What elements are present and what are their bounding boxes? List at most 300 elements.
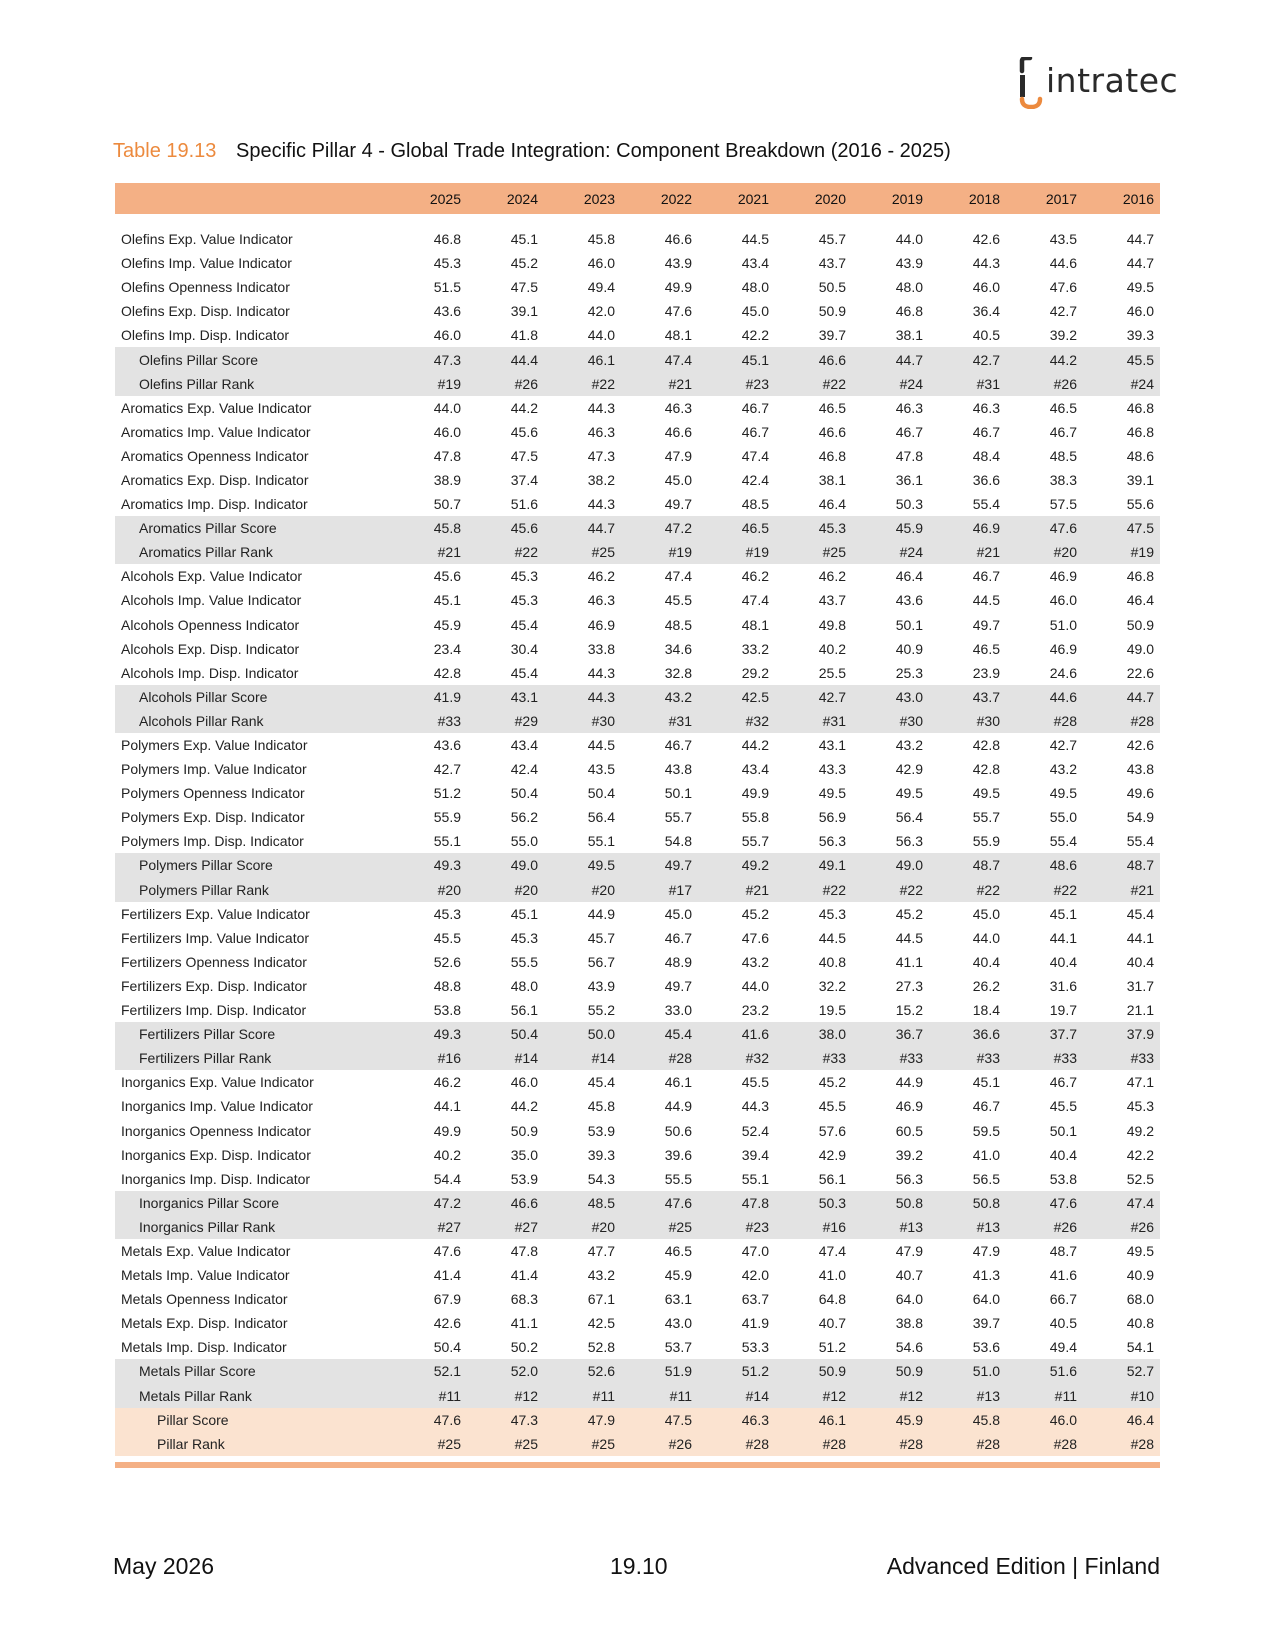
table-cell: 50.9 — [510, 1122, 538, 1139]
table-cell: 44.1 — [1126, 929, 1154, 946]
table-cell: 56.3 — [895, 833, 923, 850]
table-cell: 40.4 — [972, 953, 1000, 970]
table-cell: 24.6 — [1049, 664, 1077, 681]
table-cell: 43.4 — [741, 255, 769, 272]
row-label: Polymers Imp. Disp. Indicator — [121, 833, 304, 850]
table-cell: 54.1 — [1126, 1339, 1154, 1356]
table-cell: 55.9 — [433, 809, 461, 826]
table-cell: 49.3 — [433, 857, 461, 874]
table-row-score — [115, 1022, 1160, 1046]
table-cell: 45.1 — [510, 905, 538, 922]
table-cell: 44.5 — [972, 592, 1000, 609]
table-cell: 46.7 — [1049, 1074, 1077, 1091]
table-cell: #21 — [1130, 881, 1154, 898]
table-cell: 45.0 — [972, 905, 1000, 922]
table-cell: #25 — [437, 1435, 461, 1452]
row-label: Metals Pillar Score — [139, 1363, 256, 1380]
table-cell: 39.7 — [818, 327, 846, 344]
table-cell: 51.2 — [741, 1363, 769, 1380]
table-cell: 45.6 — [433, 568, 461, 585]
table-cell: #26 — [1130, 1218, 1154, 1235]
table-cell: 44.7 — [587, 520, 615, 537]
table-cell: 50.0 — [587, 1026, 615, 1043]
table-cell: 48.6 — [1049, 857, 1077, 874]
table-cell: #22 — [822, 375, 846, 392]
table-cell: 51.6 — [1049, 1363, 1077, 1380]
table-cell: 44.3 — [587, 496, 615, 513]
table-cell: #20 — [591, 1218, 615, 1235]
table-row-score — [115, 685, 1160, 709]
table-cell: 57.6 — [818, 1122, 846, 1139]
table-cell: 46.4 — [895, 568, 923, 585]
column-header-2021: 2021 — [737, 190, 769, 207]
table-row — [115, 396, 1160, 420]
table-cell: 53.9 — [587, 1122, 615, 1139]
table-cell: 52.4 — [741, 1122, 769, 1139]
table-cell: 47.4 — [664, 351, 692, 368]
table-cell: 42.8 — [433, 664, 461, 681]
table-cell: 42.0 — [741, 1267, 769, 1284]
table-cell: 43.4 — [741, 761, 769, 778]
row-label: Olefins Imp. Value Indicator — [121, 255, 292, 272]
table-cell: 55.0 — [510, 833, 538, 850]
table-cell: 44.7 — [1126, 231, 1154, 248]
footer-date: May 2026 — [113, 1553, 215, 1579]
table-cell: 45.6 — [510, 423, 538, 440]
table-cell: 45.3 — [1126, 1098, 1154, 1115]
table-cell: 37.7 — [1049, 1026, 1077, 1043]
table-cell: 35.0 — [510, 1146, 538, 1163]
table-cell: 47.6 — [1049, 1194, 1077, 1211]
table-bottom-rule — [115, 1462, 1160, 1468]
footer-edition: Advanced Edition | Finland — [886, 1553, 1160, 1579]
table-cell: 54.3 — [587, 1170, 615, 1187]
table-row-rank — [115, 1046, 1160, 1070]
table-cell: 45.9 — [895, 520, 923, 537]
table-cell: 46.0 — [433, 327, 461, 344]
table-cell: 47.7 — [587, 1242, 615, 1259]
table-cell: 51.2 — [433, 785, 461, 802]
table-cell: 39.2 — [1049, 327, 1077, 344]
table-cell: 55.5 — [664, 1170, 692, 1187]
table-cell: 56.4 — [895, 809, 923, 826]
table-cell: 45.5 — [1049, 1098, 1077, 1115]
table-cell: 53.7 — [664, 1339, 692, 1356]
table-cell: 47.8 — [895, 447, 923, 464]
table-cell: 52.0 — [510, 1363, 538, 1380]
table-cell: 44.3 — [587, 399, 615, 416]
table-cell: 48.5 — [1049, 447, 1077, 464]
row-label: Fertilizers Pillar Score — [139, 1026, 276, 1043]
table-cell: 47.5 — [510, 447, 538, 464]
table-cell: #11 — [592, 1387, 615, 1404]
table-row — [115, 1311, 1160, 1335]
table-row — [115, 275, 1160, 299]
table-row — [115, 1118, 1160, 1142]
table-cell: 50.1 — [895, 616, 923, 633]
table-cell: 49.4 — [1049, 1339, 1077, 1356]
column-header-2018: 2018 — [968, 190, 1000, 207]
table-cell: #26 — [668, 1435, 692, 1452]
table-cell: 44.2 — [1049, 351, 1077, 368]
footer-page-number: 19.10 — [610, 1553, 668, 1579]
table-cell: 29.2 — [741, 664, 769, 681]
table-cell: 23.2 — [741, 1002, 769, 1019]
table-cell: #25 — [668, 1218, 692, 1235]
table-cell: 46.3 — [895, 399, 923, 416]
table-cell: 46.0 — [587, 255, 615, 272]
table-row-rank — [115, 540, 1160, 564]
table-cell: 49.0 — [1126, 640, 1154, 657]
table-cell: 40.4 — [1049, 1146, 1077, 1163]
table-cell: 41.4 — [433, 1267, 461, 1284]
table-cell: #23 — [745, 375, 769, 392]
table-cell: 45.2 — [741, 905, 769, 922]
table-cell: 23.4 — [433, 640, 461, 657]
table-cell: 49.3 — [433, 1026, 461, 1043]
table-cell: #28 — [745, 1435, 769, 1452]
table-cell: 45.4 — [510, 616, 538, 633]
table-cell: 46.6 — [664, 423, 692, 440]
table-row — [115, 902, 1160, 926]
table-cell: 54.4 — [433, 1170, 461, 1187]
table-cell: 55.9 — [972, 833, 1000, 850]
table-row — [115, 420, 1160, 444]
table-cell: 32.8 — [664, 664, 692, 681]
table-cell: 47.9 — [972, 1242, 1000, 1259]
row-label: Alcohols Imp. Value Indicator — [121, 592, 302, 609]
table-cell: 50.2 — [510, 1339, 538, 1356]
table-cell: #16 — [437, 1050, 461, 1067]
table-cell: 56.5 — [972, 1170, 1000, 1187]
table-cell: 45.3 — [433, 905, 461, 922]
table-cell: 44.1 — [1049, 929, 1077, 946]
table-row — [115, 1094, 1160, 1118]
table-cell: 41.6 — [1049, 1267, 1077, 1284]
table-cell: 48.7 — [1126, 857, 1154, 874]
table-cell: 43.2 — [895, 737, 923, 754]
table-cell: 41.0 — [818, 1267, 846, 1284]
table-cell: 42.8 — [972, 761, 1000, 778]
table-cell: #28 — [822, 1435, 846, 1452]
table-cell: 44.5 — [587, 737, 615, 754]
table-row-rank — [115, 1215, 1160, 1239]
table-cell: 47.8 — [433, 447, 461, 464]
table-cell: 26.2 — [972, 977, 1000, 994]
table-cell: #12 — [899, 1387, 923, 1404]
table-cell: 52.5 — [1126, 1170, 1154, 1187]
table-cell: 57.5 — [1049, 496, 1077, 513]
table-cell: 54.6 — [895, 1339, 923, 1356]
table-cell: 46.3 — [972, 399, 1000, 416]
table-cell: #22 — [591, 375, 615, 392]
row-label: Olefins Pillar Rank — [139, 375, 255, 392]
table-cell: 46.8 — [433, 231, 461, 248]
table-cell: 47.5 — [664, 1411, 692, 1428]
table-cell: #20 — [514, 881, 538, 898]
table-cell: 44.9 — [664, 1098, 692, 1115]
table-row-rank — [115, 1384, 1160, 1408]
row-label: Metals Exp. Disp. Indicator — [121, 1315, 288, 1332]
table-row — [115, 1287, 1160, 1311]
column-header-2024: 2024 — [506, 190, 538, 207]
table-cell: 42.7 — [1049, 303, 1077, 320]
table-cell: 44.1 — [433, 1098, 461, 1115]
row-label: Metals Openness Indicator — [121, 1291, 288, 1308]
table-cell: 46.3 — [587, 592, 615, 609]
table-cell: 44.3 — [587, 688, 615, 705]
table-cell: 46.3 — [587, 423, 615, 440]
table-row-score — [115, 1359, 1160, 1383]
table-cell: 43.9 — [664, 255, 692, 272]
table-cell: 36.4 — [972, 303, 1000, 320]
table-cell: 43.0 — [664, 1315, 692, 1332]
table-cell: 46.0 — [1049, 592, 1077, 609]
table-cell: 48.7 — [1049, 1242, 1077, 1259]
table-row — [115, 637, 1160, 661]
table-cell: 44.6 — [1049, 688, 1077, 705]
table-cell: 33.0 — [664, 1002, 692, 1019]
table-cell: #32 — [745, 1050, 769, 1067]
table-cell: 41.6 — [741, 1026, 769, 1043]
table-cell: 46.1 — [587, 351, 615, 368]
table-cell: 40.9 — [895, 640, 923, 657]
table-cell: #33 — [1053, 1050, 1077, 1067]
row-label: Inorganics Pillar Rank — [139, 1218, 276, 1235]
table-cell: 43.1 — [818, 737, 846, 754]
table-cell: 43.6 — [433, 303, 461, 320]
row-label: Pillar Rank — [157, 1435, 225, 1452]
table-cell: 45.4 — [1126, 905, 1154, 922]
table-cell: 46.8 — [1126, 399, 1154, 416]
column-header-2022: 2022 — [660, 190, 692, 207]
table-cell: 50.9 — [895, 1363, 923, 1380]
table-cell: 41.3 — [972, 1267, 1000, 1284]
table-cell: 46.7 — [895, 423, 923, 440]
table-cell: #22 — [976, 881, 1000, 898]
table-cell: #22 — [899, 881, 923, 898]
table-cell: 50.4 — [433, 1339, 461, 1356]
table-cell: 44.6 — [1049, 255, 1077, 272]
table-cell: 42.9 — [895, 761, 923, 778]
row-label: Polymers Openness Indicator — [121, 785, 305, 802]
table-cell: 46.2 — [741, 568, 769, 585]
table-cell: #17 — [668, 881, 692, 898]
table-cell: 40.9 — [1126, 1267, 1154, 1284]
table-cell: 40.7 — [818, 1315, 846, 1332]
table-cell: 43.6 — [895, 592, 923, 609]
table-cell: 46.9 — [1049, 568, 1077, 585]
table-cell: #21 — [745, 881, 769, 898]
table-cell: 48.0 — [510, 977, 538, 994]
table-row-rank — [115, 878, 1160, 902]
table-row — [115, 974, 1160, 998]
table-cell: #28 — [1053, 1435, 1077, 1452]
column-header-2019: 2019 — [891, 190, 923, 207]
table-cell: 53.6 — [972, 1339, 1000, 1356]
table-cell: #19 — [437, 375, 461, 392]
table-cell: 42.8 — [972, 737, 1000, 754]
table-cell: 55.1 — [433, 833, 461, 850]
table-cell: 55.6 — [1126, 496, 1154, 513]
table-cell: 45.0 — [741, 303, 769, 320]
table-cell: 56.2 — [510, 809, 538, 826]
column-header-2023: 2023 — [583, 190, 615, 207]
table-cell: 46.7 — [664, 929, 692, 946]
table-cell: 43.5 — [587, 761, 615, 778]
table-cell: 43.6 — [433, 737, 461, 754]
table-cell: 47.2 — [664, 520, 692, 537]
table-cell: 49.1 — [818, 857, 846, 874]
table-row — [115, 1070, 1160, 1094]
table-cell: 43.7 — [818, 255, 846, 272]
table-cell: 53.3 — [741, 1339, 769, 1356]
table-cell: 45.1 — [741, 351, 769, 368]
table-cell: 56.1 — [818, 1170, 846, 1187]
table-cell: 46.6 — [818, 423, 846, 440]
row-label: Fertilizers Imp. Disp. Indicator — [121, 1002, 307, 1019]
table-cell: 15.2 — [895, 1002, 923, 1019]
table-cell: 49.7 — [664, 977, 692, 994]
table-cell: 47.4 — [818, 1242, 846, 1259]
table-cell: 45.4 — [587, 1074, 615, 1091]
table-cell: 48.9 — [664, 953, 692, 970]
table-cell: #27 — [437, 1218, 461, 1235]
row-label: Aromatics Pillar Score — [139, 520, 277, 537]
table-cell: 47.6 — [741, 929, 769, 946]
table-cell: 45.1 — [972, 1074, 1000, 1091]
row-label: Alcohols Exp. Value Indicator — [121, 568, 303, 585]
table-cell: 47.6 — [433, 1242, 461, 1259]
table-cell: #23 — [745, 1218, 769, 1235]
table-cell: 47.5 — [510, 279, 538, 296]
table-cell: 48.4 — [972, 447, 1000, 464]
table-cell: 46.0 — [433, 423, 461, 440]
table-cell: 43.2 — [741, 953, 769, 970]
table-cell: 42.6 — [433, 1315, 461, 1332]
table-cell: 31.7 — [1126, 977, 1154, 994]
table-cell: 49.5 — [818, 785, 846, 802]
table-cell: #28 — [1130, 712, 1154, 729]
table-cell: 55.1 — [741, 1170, 769, 1187]
table-cell: 46.7 — [972, 568, 1000, 585]
table-cell: #11 — [669, 1387, 692, 1404]
table-cell: #25 — [514, 1435, 538, 1452]
table-cell: 46.3 — [664, 399, 692, 416]
table-cell: 46.8 — [1126, 568, 1154, 585]
table-cell: 44.0 — [895, 231, 923, 248]
table-cell: 50.4 — [587, 785, 615, 802]
table-row — [115, 227, 1160, 251]
table-cell: 49.0 — [510, 857, 538, 874]
row-label: Alcohols Exp. Disp. Indicator — [121, 640, 300, 657]
table-row — [115, 323, 1160, 347]
table-cell: 42.7 — [818, 688, 846, 705]
table-cell: 21.1 — [1126, 1002, 1154, 1019]
table-cell: 46.1 — [818, 1411, 846, 1428]
table-title: Specific Pillar 4 - Global Trade Integration: Component Breakdown (2016 - 2025) — [235, 140, 951, 162]
table-cell: 38.3 — [1049, 471, 1077, 488]
row-label: Polymers Exp. Disp. Indicator — [121, 809, 305, 826]
table-cell: 50.3 — [818, 1194, 846, 1211]
table-cell: 50.3 — [895, 496, 923, 513]
table-cell: 45.3 — [818, 905, 846, 922]
data-table-container — [115, 183, 1160, 1468]
table-cell: #10 — [1130, 1387, 1154, 1404]
table-cell: 45.3 — [510, 568, 538, 585]
table-cell: #26 — [514, 375, 538, 392]
table-cell: 67.1 — [587, 1291, 615, 1308]
table-cell: 45.5 — [433, 929, 461, 946]
table-caption — [113, 140, 951, 163]
table-cell: 52.6 — [433, 953, 461, 970]
table-cell: 47.4 — [1126, 1194, 1154, 1211]
table-row — [115, 1263, 1160, 1287]
table-cell: 43.5 — [1049, 231, 1077, 248]
column-header-2017: 2017 — [1045, 190, 1077, 207]
table-row-score — [115, 853, 1160, 877]
table-cell: 25.5 — [818, 664, 846, 681]
table-cell: 49.9 — [741, 785, 769, 802]
table-cell: 44.7 — [1126, 255, 1154, 272]
table-cell: 41.8 — [510, 327, 538, 344]
table-cell: 45.7 — [587, 929, 615, 946]
table-cell: 52.1 — [433, 1363, 461, 1380]
table-cell: 48.1 — [664, 327, 692, 344]
table-cell: 42.4 — [741, 471, 769, 488]
column-header-2025: 2025 — [429, 190, 461, 207]
table-cell: #30 — [899, 712, 923, 729]
table-cell: 47.2 — [433, 1194, 461, 1211]
table-cell: 45.5 — [741, 1074, 769, 1091]
table-cell: 44.5 — [895, 929, 923, 946]
table-cell: #22 — [1053, 881, 1077, 898]
table-cell: 51.9 — [664, 1363, 692, 1380]
table-cell: 46.7 — [741, 423, 769, 440]
table-cell: 40.8 — [818, 953, 846, 970]
table-cell: 50.8 — [895, 1194, 923, 1211]
table-cell: 45.8 — [587, 231, 615, 248]
table-cell: 55.4 — [1049, 833, 1077, 850]
table-row-total — [115, 1408, 1160, 1432]
table-row — [115, 661, 1160, 685]
table-cell: 50.9 — [818, 303, 846, 320]
table-cell: 56.7 — [587, 953, 615, 970]
table-cell: 44.5 — [818, 929, 846, 946]
table-row — [115, 251, 1160, 275]
table-cell: 38.9 — [433, 471, 461, 488]
table-cell: #13 — [976, 1387, 1000, 1404]
table-cell: 44.0 — [741, 977, 769, 994]
row-label: Metals Imp. Disp. Indicator — [121, 1339, 287, 1356]
table-cell: 45.2 — [510, 255, 538, 272]
table-cell: 55.1 — [587, 833, 615, 850]
table-cell: 46.4 — [1126, 1411, 1154, 1428]
table-cell: 46.2 — [433, 1074, 461, 1091]
table-cell: 53.8 — [1049, 1170, 1077, 1187]
table-cell: #13 — [976, 1218, 1000, 1235]
table-cell: 42.6 — [972, 231, 1000, 248]
table-cell: 42.4 — [510, 761, 538, 778]
table-cell: #33 — [1130, 1050, 1154, 1067]
table-cell: 38.2 — [587, 471, 615, 488]
table-cell: 44.3 — [587, 664, 615, 681]
table-cell: 40.2 — [433, 1146, 461, 1163]
table-cell: 49.5 — [587, 857, 615, 874]
table-cell: 45.3 — [433, 255, 461, 272]
table-cell: 42.2 — [1126, 1146, 1154, 1163]
table-cell: 47.3 — [433, 351, 461, 368]
